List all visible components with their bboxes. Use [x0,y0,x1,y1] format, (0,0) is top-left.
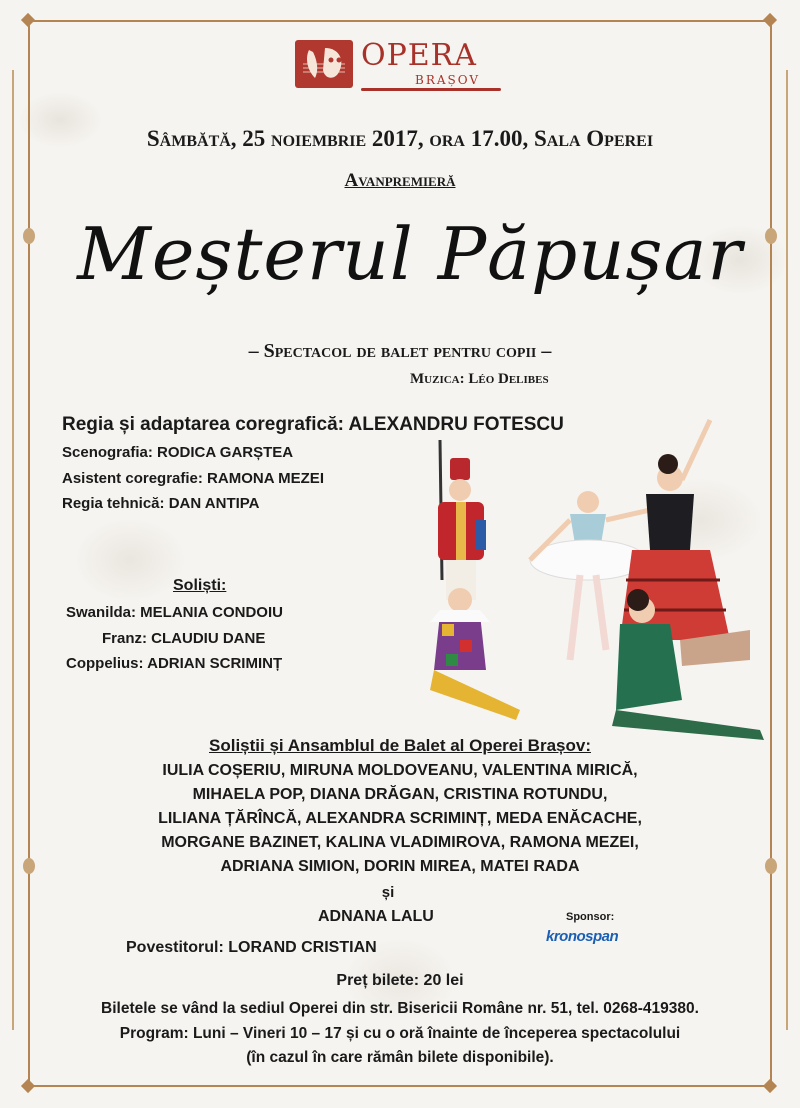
frame-corner-ornament [763,13,777,27]
show-subtitle: – Spectacol de balet pentru copii – [248,340,552,362]
frame-corner-ornament [21,1079,35,1093]
technical-credit: Regia tehnică: DAN ANTIPA [62,495,260,512]
sponsor-logo: kronospan [546,928,619,945]
opera-brasov-logo [295,38,505,98]
ensemble-line: LILIANA ȚĂRÎNCĂ, ALEXANDRA SCRIMINȚ, MEDA ENĂCACHE, [158,810,642,827]
direction-credit: Regia și adaptarea coregrafică: ALEXANDRU FOTESCU [62,414,564,435]
ensemble-line: MORGANE BAZINET, KALINA VLADIMIROVA, RAMONA MEZEI, [161,834,639,851]
music-mask-icon [295,40,353,88]
ticket-schedule: Program: Luni – Vineri 10 – 17 și cu o oră înainte de începerea spectacolului [119,1025,681,1042]
scenography-credit: Scenografia: RODICA GARȘTEA [62,444,294,461]
assistant-credit: Asistent coregrafie: RAMONA MEZEI [62,470,324,487]
frame-ornament-dot [765,228,777,244]
ticket-price: Preț bilete: 20 lei [336,972,464,989]
ticket-sale-info: Biletele se vând la sediul Operei din str. Bisericii Române nr. 51, tel. 0268-419380. [101,1000,699,1017]
music-credit: Muzica: Léo Delibes [410,371,549,387]
frame-corner-ornament [763,1079,777,1093]
narrator-credit: Povestitorul: LORAND CRISTIAN [126,939,377,956]
ticket-note: (în cazul în care rămân bilete disponibile). [246,1049,554,1066]
frame-top-line [28,20,772,22]
logo-name: OPERA [361,38,477,73]
sponsor-label: Sponsor: [566,911,615,923]
frame-ornament-dot [23,228,35,244]
soloists-heading: Soliști: [173,577,227,594]
soloist-franz: Franz: CLAUDIU DANE [102,630,266,647]
dancers-illustration [420,410,780,740]
ensemble-line: ADRIANA SIMION, DORIN MIREA, MATEI RADA [220,858,580,875]
logo-underline [361,88,501,91]
preview-label: Avanpremieră [344,170,456,191]
frame-bottom-line [28,1085,772,1087]
ensemble-and: și [381,884,395,901]
logo-city: BRAȘOV [415,73,481,87]
logo-emblem [295,40,353,88]
ensemble-last-name: ADNANA LALU [318,908,434,925]
soloist-coppelius: Coppelius: ADRIAN SCRIMINȚ [66,655,283,672]
event-date-line: Sâmbătă, 25 noiembrie 2017, ora 17.00, Sala Operei [146,126,654,151]
harlequin-figure [430,588,520,720]
ensemble-line: IULIA COȘERIU, MIRUNA MOLDOVEANU, VALENTINA MIRICĂ, [162,762,638,779]
soldier-figure [438,440,486,600]
ensemble-heading: Soliștii și Ansamblul de Balet al Operei Brașov: [209,736,591,755]
frame-corner-ornament [21,13,35,27]
show-title: Meșterul Păpușar [77,212,743,296]
soloist-swanilda: Swanilda: MELANIA CONDOIU [66,604,283,621]
ensemble-line: MIHAELA POP, DIANA DRĂGAN, CRISTINA ROTUNDU, [192,786,608,803]
